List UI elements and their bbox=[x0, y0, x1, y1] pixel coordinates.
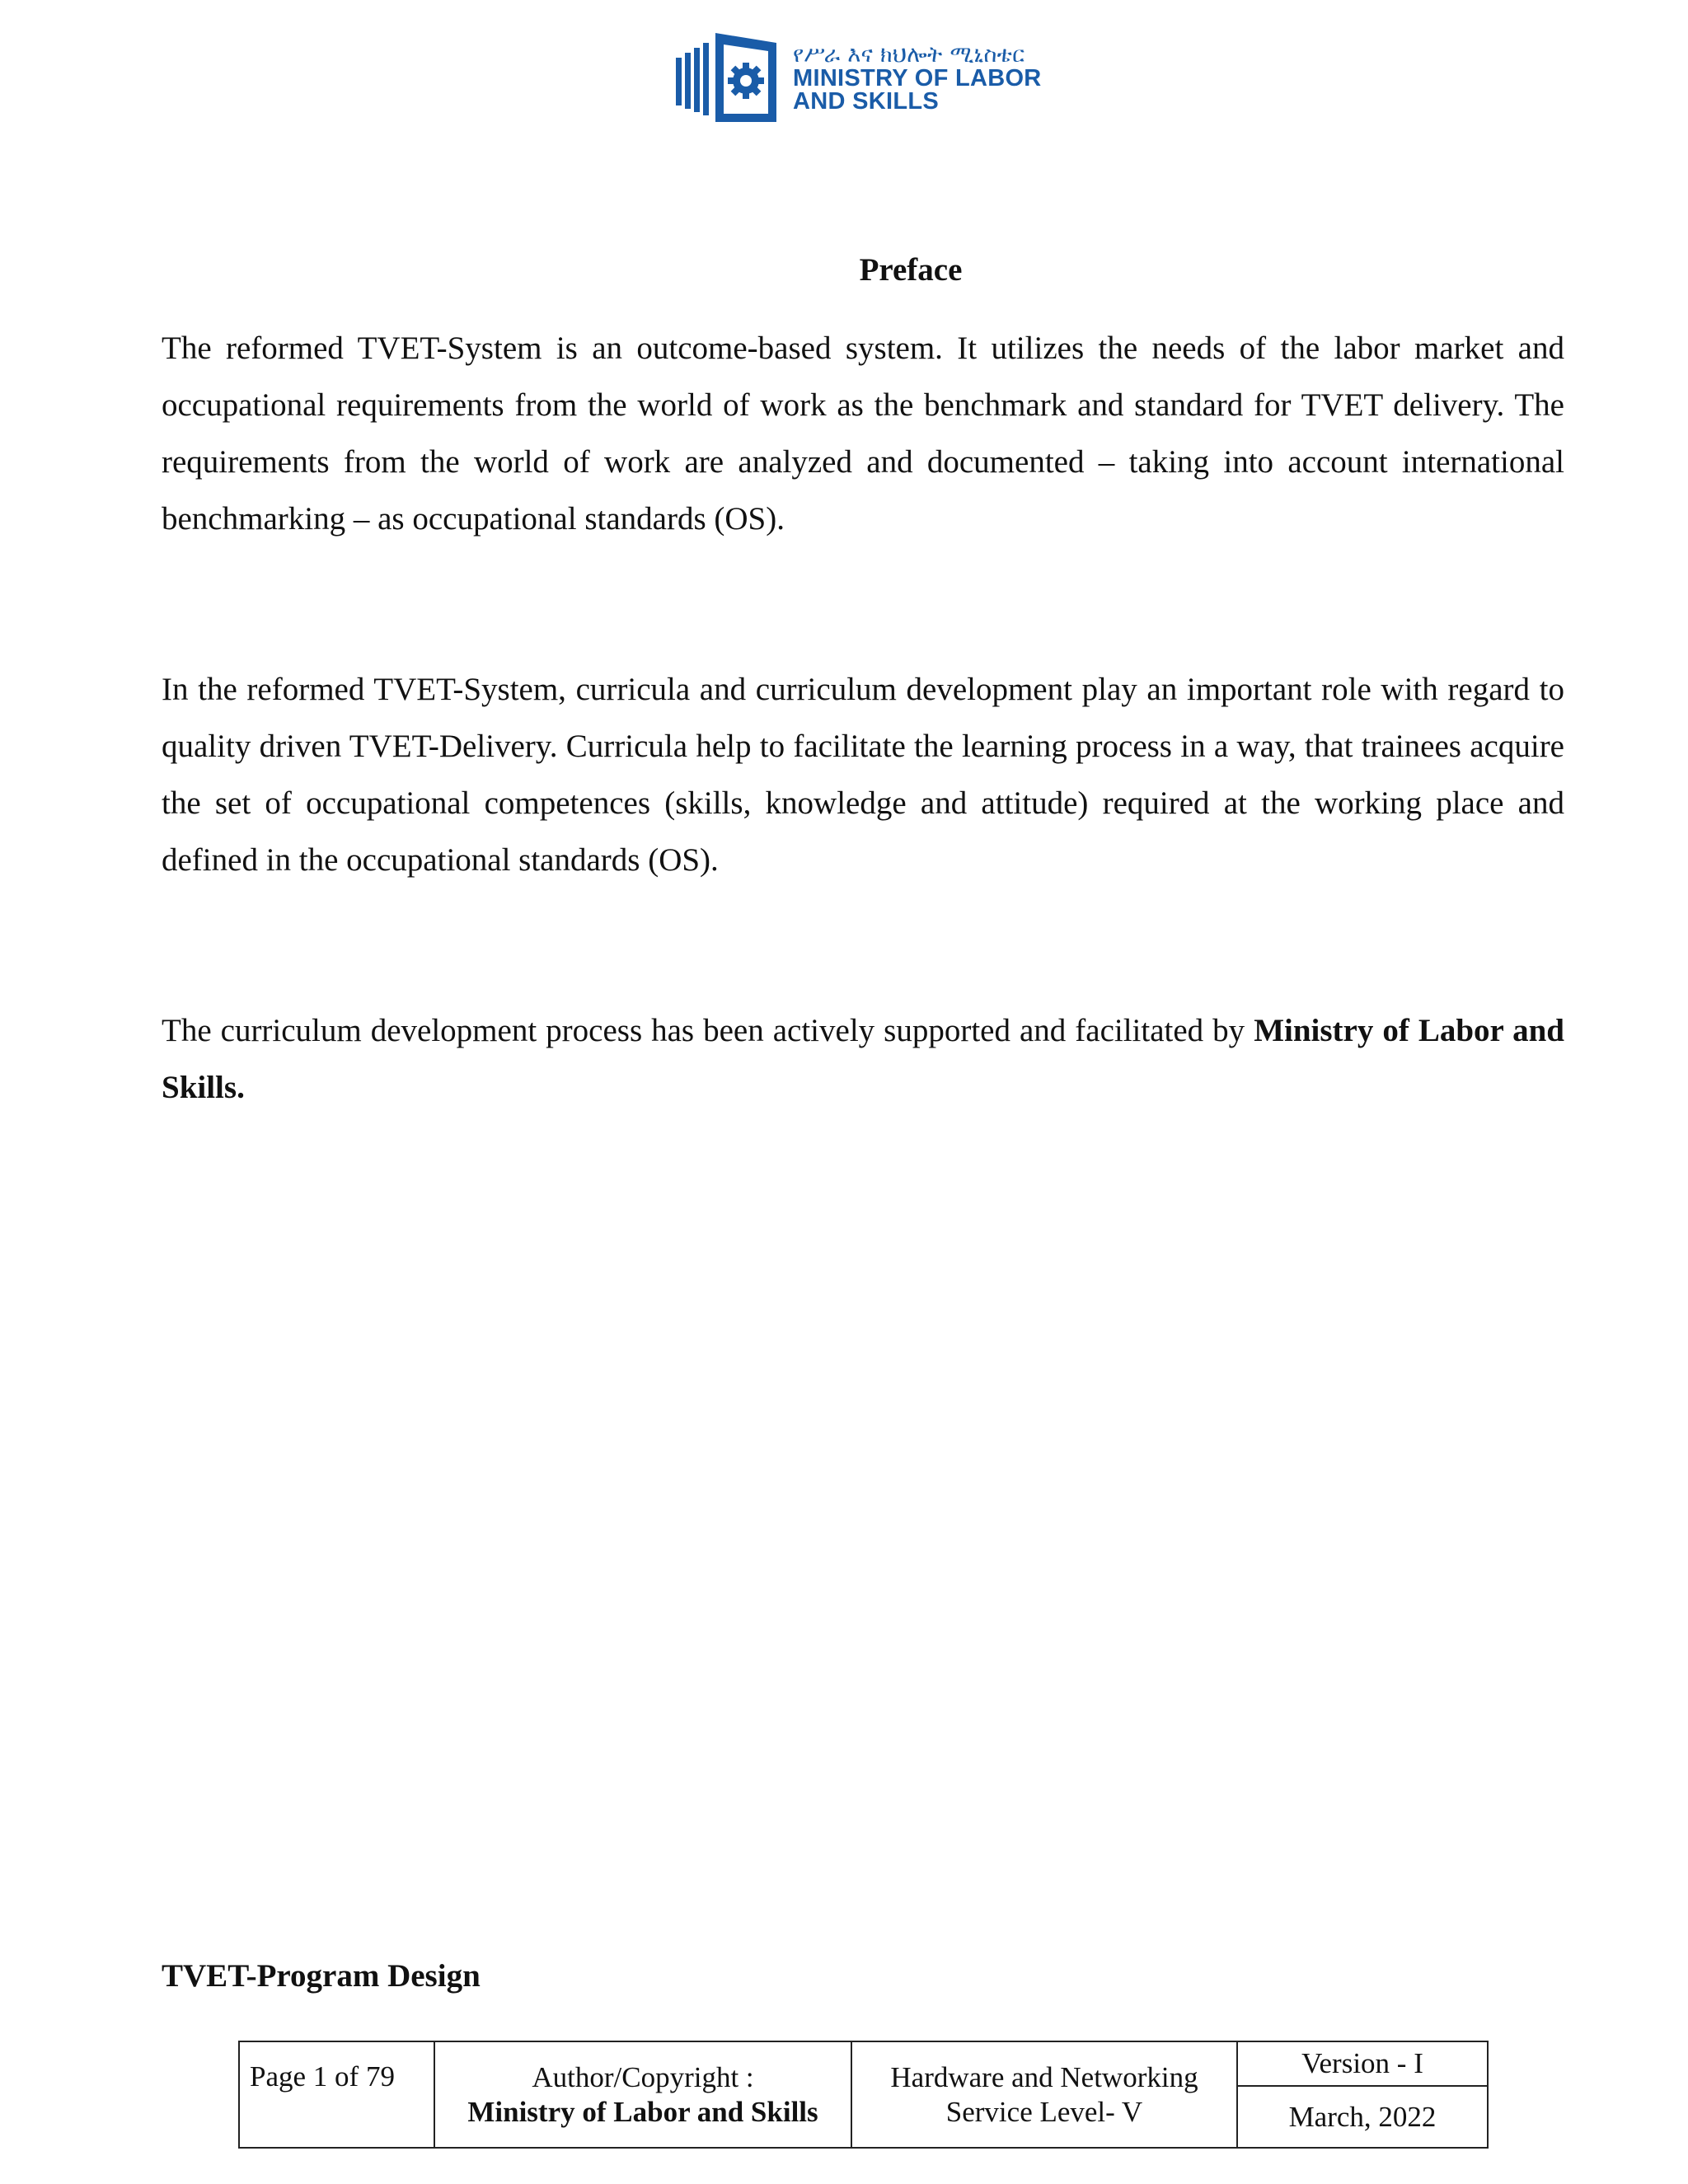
preface-paragraph-2: In the reformed TVET-System, curricula and curriculum development play an important role with regard to quality driven TVET-Delivery. Curricula help to facilitate the learning process in a way, that trainees acquire the set of occupational competences (skills, knowledge and attitude) required at the working place and defined in the occupational standards (OS). bbox=[162, 672, 1564, 878]
logo-text bbox=[793, 44, 1042, 113]
author-copyright-cell bbox=[434, 2041, 851, 2148]
logo-line-2: AND SKILLS bbox=[793, 88, 939, 115]
preface-paragraph-3 bbox=[162, 1002, 1564, 1116]
version-label: Version - I bbox=[1237, 2041, 1488, 2086]
ministry-emblem-icon bbox=[674, 30, 781, 127]
course-title-line-2: Service Level- V bbox=[945, 2095, 1143, 2128]
ministry-name-bold: Ministry of Labor and Skills. bbox=[162, 1013, 1565, 1105]
date-label: March, 2022 bbox=[1237, 2086, 1488, 2148]
footer-table bbox=[238, 2041, 1489, 2149]
preface-paragraph-1: The reformed TVET-System is an outcome-based system. It utilizes the needs of the labor market and occupational requirements from the world of work as the benchmark and standard for TVET delivery. The requirements from the world of work are analyzed and documented – taking into account international benchmarking – as occupational standards (OS). bbox=[162, 330, 1564, 537]
page-title: Preface bbox=[859, 252, 963, 288]
course-title-line-1: Hardware and Networking bbox=[890, 2060, 1198, 2093]
logo-line-1: MINISTRY OF LABOR bbox=[793, 65, 1042, 91]
author-name: Ministry of Labor and Skills bbox=[467, 2095, 818, 2128]
course-title-cell bbox=[851, 2041, 1237, 2148]
page-number: Page 1 of 79 bbox=[239, 2041, 434, 2148]
ministry-logo bbox=[674, 30, 1053, 127]
paragraph-3-text: The curriculum development process has been actively supported and facilitated by bbox=[162, 1013, 1254, 1048]
logo-amharic-name: የሥራ እና ክህሎት ሚኒስቴር bbox=[793, 42, 1025, 68]
program-label: TVET-Program Design bbox=[162, 1958, 481, 1994]
author-label: Author/Copyright : bbox=[532, 2060, 754, 2093]
